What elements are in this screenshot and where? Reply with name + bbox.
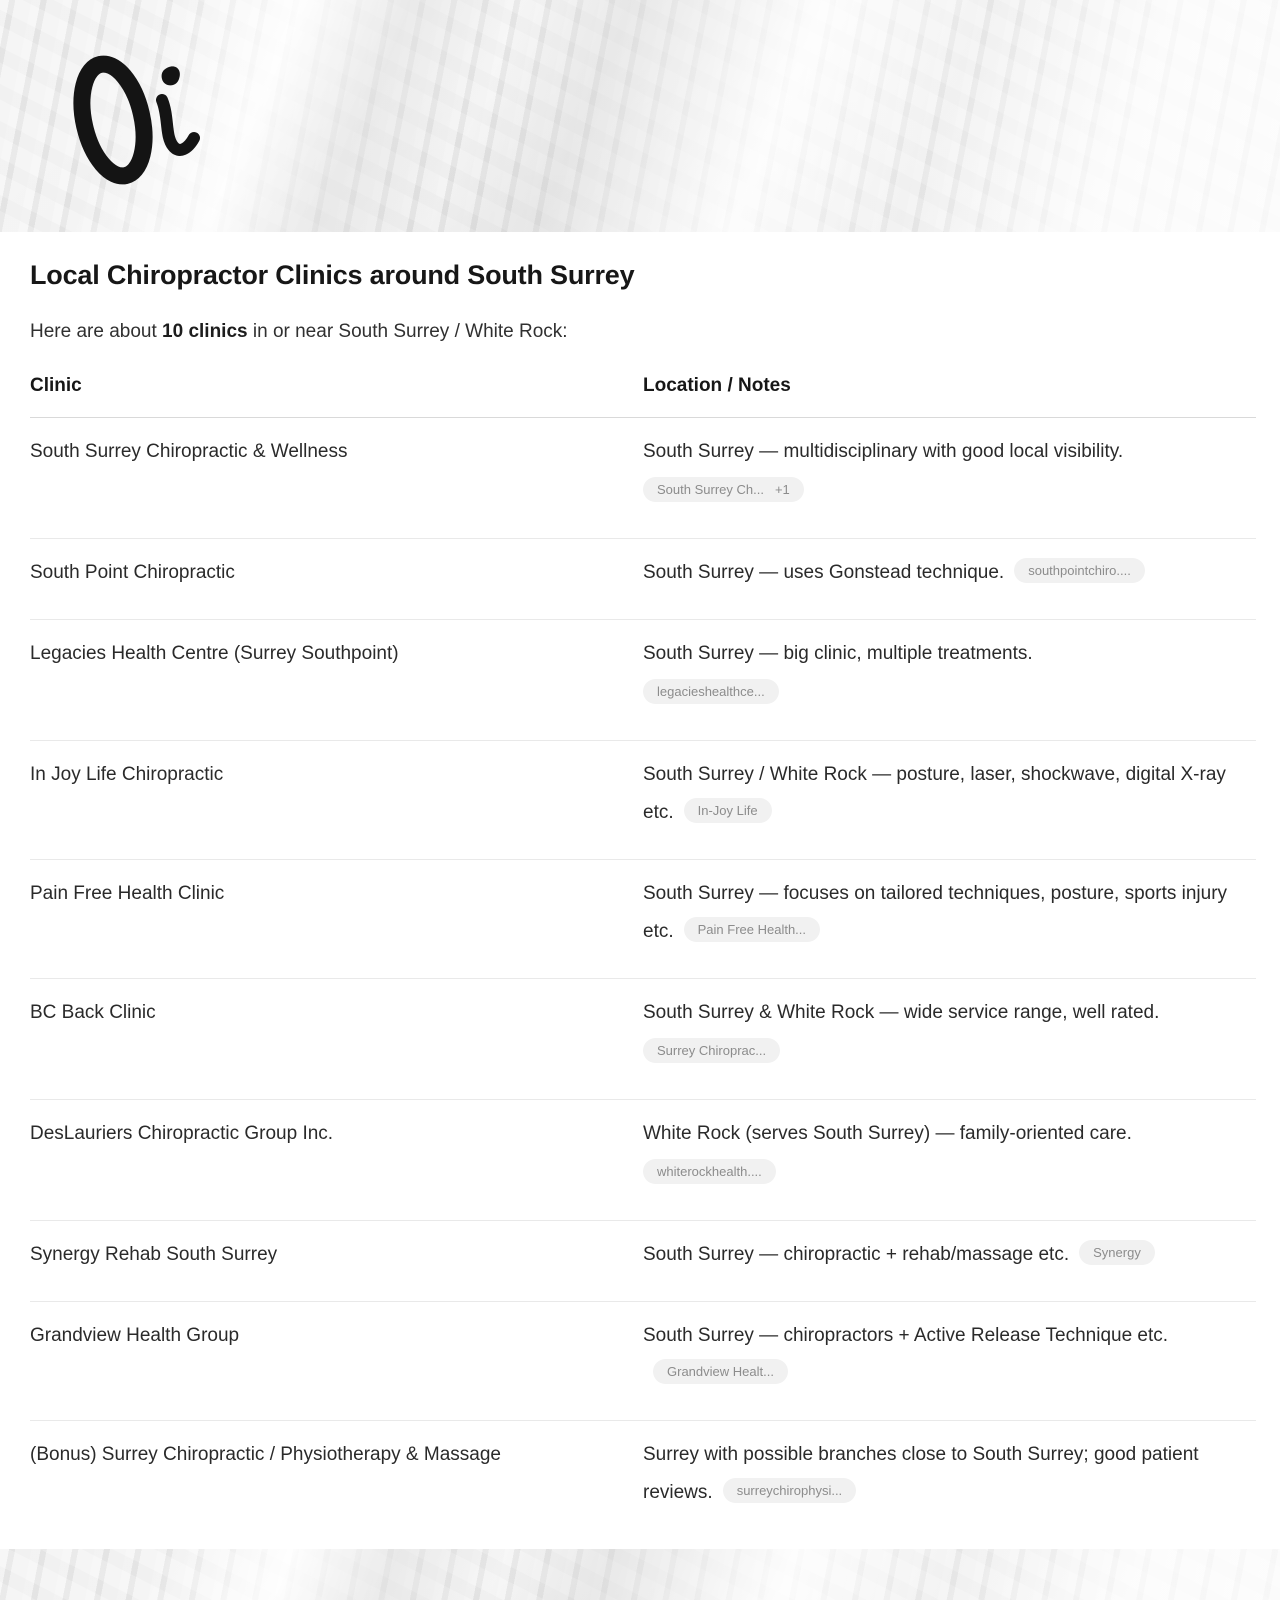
- page-title: Local Chiropractor Clinics around South Surrey: [30, 260, 635, 290]
- table-row: [30, 620, 1256, 741]
- table-row: [30, 418, 1256, 539]
- badge-group: [1069, 1244, 1155, 1265]
- badge-group: [643, 1363, 788, 1384]
- badge-group: [643, 473, 1254, 511]
- header-texture-band: [0, 0, 1280, 232]
- citation-pill-label: whiterockhealth....: [657, 1164, 762, 1179]
- citation-pill-extra-count: +1: [774, 482, 790, 497]
- citation-pill[interactable]: [723, 1478, 856, 1503]
- clinic-name: Pain Free Health Clinic: [30, 883, 225, 904]
- badge-group: [643, 675, 1254, 713]
- citation-pill[interactable]: [1079, 1240, 1155, 1265]
- badge-group: [643, 1155, 1254, 1193]
- citation-pill[interactable]: [643, 477, 804, 502]
- citation-pill-label: Pain Free Health...: [697, 922, 807, 937]
- clinic-name: In Joy Life Chiropractic: [30, 764, 224, 785]
- table-row: [30, 1100, 1256, 1221]
- table-row: [30, 1302, 1256, 1421]
- intro-suffix: in or near South Surrey / White Rock:: [247, 321, 568, 342]
- note-text: South Surrey — focuses on tailored techniques, posture, sports injury etc.: [643, 883, 1228, 942]
- note-cell: [643, 433, 1256, 511]
- badge-group: [674, 921, 820, 942]
- note-cell: [643, 1115, 1256, 1193]
- table-header-row: [30, 375, 1256, 418]
- note-text: White Rock (serves South Surrey) — family-oriented care.: [643, 1123, 1132, 1144]
- clinic-name: Grandview Health Group: [30, 1325, 240, 1346]
- table-row: [30, 1221, 1256, 1302]
- note-text: South Surrey / White Rock — posture, laser, shockwave, digital X-ray etc.: [643, 764, 1226, 823]
- clinic-name: Synergy Rehab South Surrey: [30, 1244, 278, 1265]
- clinic-name: South Point Chiropractic: [30, 562, 235, 583]
- note-cell: [643, 1236, 1256, 1274]
- note-text: South Surrey — big clinic, multiple treatments.: [643, 643, 1033, 664]
- citation-pill-label: In-Joy Life: [697, 803, 758, 818]
- note-cell: [643, 1317, 1256, 1393]
- note-cell: [643, 554, 1256, 592]
- table-row: [30, 860, 1256, 979]
- citation-pill[interactable]: [684, 798, 772, 823]
- brand-logo: [58, 28, 208, 198]
- badge-group: [713, 1482, 856, 1503]
- badge-group: [674, 802, 772, 823]
- note-text: South Surrey — chiropractic + rehab/massage etc.: [643, 1244, 1070, 1265]
- oi-logo-icon: [58, 28, 208, 193]
- citation-pill-label: southpointchiro....: [1028, 563, 1131, 578]
- clinic-name: BC Back Clinic: [30, 1002, 156, 1023]
- note-cell: [643, 635, 1256, 713]
- column-header-clinic: Clinic: [30, 375, 82, 396]
- citation-pill[interactable]: [643, 1159, 776, 1184]
- citation-pill-label: surreychirophysi...: [736, 1483, 843, 1498]
- footer-texture-band: [0, 1549, 1280, 1600]
- column-header-location: Location / Notes: [643, 375, 791, 396]
- table-row: [30, 741, 1256, 860]
- note-text: South Surrey — chiropractors + Active Release Technique etc.: [643, 1325, 1169, 1346]
- table-row: [30, 979, 1256, 1100]
- citation-pill-label: Grandview Healt...: [667, 1364, 774, 1379]
- citation-pill-label: South Surrey Ch...: [657, 482, 764, 497]
- badge-group: [1004, 562, 1145, 583]
- citation-pill[interactable]: [1014, 558, 1145, 583]
- citation-pill[interactable]: [653, 1359, 788, 1384]
- intro-count: 10 clinics: [162, 321, 248, 342]
- citation-pill[interactable]: [643, 1038, 780, 1063]
- table-row: [30, 539, 1256, 620]
- citation-pill-label: Synergy: [1093, 1245, 1141, 1260]
- table-row: [30, 1421, 1256, 1539]
- clinic-name: DesLauriers Chiropractic Group Inc.: [30, 1123, 334, 1144]
- citation-pill[interactable]: [643, 679, 779, 704]
- note-text: South Surrey — multidisciplinary with good local visibility.: [643, 441, 1124, 462]
- clinic-name: Legacies Health Centre (Surrey Southpoint): [30, 643, 399, 664]
- note-cell: [643, 756, 1256, 832]
- note-cell: [643, 1436, 1256, 1512]
- citation-pill-label: Surrey Chiroprac...: [657, 1043, 767, 1058]
- intro-prefix: Here are about: [30, 321, 163, 342]
- note-text: Surrey with possible branches close to South Surrey; good patient reviews.: [643, 1444, 1199, 1503]
- content-sheet: [0, 232, 1280, 1549]
- note-text: South Surrey & White Rock — wide service range, well rated.: [643, 1002, 1160, 1023]
- note-text: South Surrey — uses Gonstead technique.: [643, 562, 1005, 583]
- note-cell: [643, 994, 1256, 1072]
- badge-group: [643, 1034, 1254, 1072]
- table-rows: [30, 418, 1256, 1539]
- citation-pill-label: legacieshealthce...: [657, 684, 765, 699]
- clinic-name: South Surrey Chiropractic & Wellness: [30, 441, 348, 462]
- citation-pill[interactable]: [684, 917, 820, 942]
- intro-text: [30, 321, 1256, 343]
- note-cell: [643, 875, 1256, 951]
- clinic-name: (Bonus) Surrey Chiropractic / Physiotherapy & Massage: [30, 1444, 501, 1465]
